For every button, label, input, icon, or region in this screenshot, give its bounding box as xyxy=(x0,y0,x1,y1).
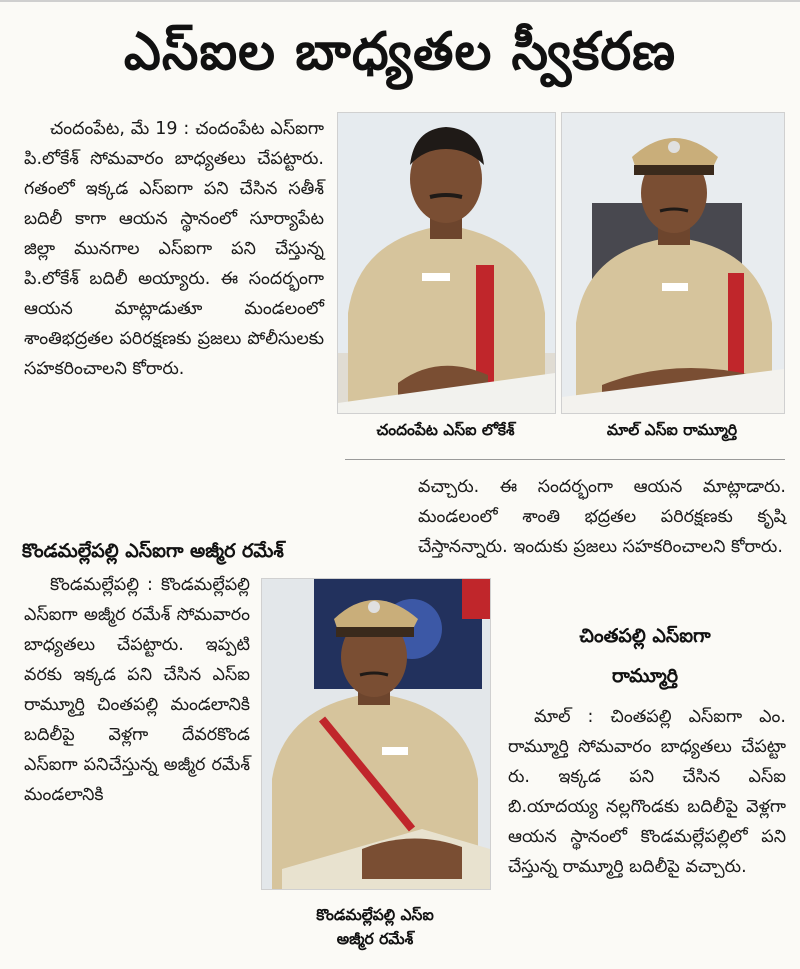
story1-paragraph xyxy=(24,114,324,384)
caption-ramesh-line2: అజ్మీర రమేశ్ xyxy=(336,930,414,948)
caption-rammurthy: మాల్ ఎస్ఐ రామ్మూర్తి xyxy=(606,421,738,439)
story1-continuation: వచ్చారు. ఈ సందర్భంగా ఆయన మాట్లాడారు. మండలంలో శాంతి భద్రతల పరిరక్షణకు కృషి చేస్తానన్నారు. ఇందుకు ప్రజలు సహకరించాలని కోరారు. xyxy=(418,477,786,557)
top-rule xyxy=(0,0,800,2)
headline: ఎస్ఐల బాధ్యతల స్వీకరణ xyxy=(123,22,677,82)
story3-heading xyxy=(500,616,790,696)
photo-rammurthy xyxy=(561,112,785,414)
caption-divider xyxy=(345,459,785,460)
story1-dateline: చందంపేట, మే 19 : xyxy=(50,119,190,139)
caption-ramesh xyxy=(261,903,489,951)
story3-heading-line1: చింతపల్లి ఎస్ఐగా xyxy=(579,625,711,647)
story1-continuation-column xyxy=(418,472,786,562)
story1-body: చందంపేట ఎస్ఐగా పి.లోకేశ్ సోమవారం బాధ్యతలు చేపట్టారు. గతంలో ఇక్కడ ఎస్ఐగా పని చేసిన సతీశ్ బదిలీ కాగా ఆయన స్థానంలో సూర్యాపేట జిల్లా మునగాల ఎస్ఐగా పని చేస్తున్న పి.లోకేశ్ బదిలీ అయ్యారు. ఈ సందర్భంగా ఆయన మాట్లాడుతూ మండలంలో శాంతిభద్రతల పరిరక్షణకు ప్రజలు పోలీసులకు సహకరించాలని కోరారు. xyxy=(24,119,324,379)
officer-ramesh-illustration xyxy=(262,579,490,889)
photo-lokesh xyxy=(337,112,556,414)
caption-lokesh: చందంపేట ఎస్ఐ లోకేశ్ xyxy=(376,421,515,439)
story2-column xyxy=(24,570,250,810)
story3-column xyxy=(508,702,786,882)
caption-ramesh-line1: కొండమల్లేపల్లి ఎస్ఐ xyxy=(316,906,434,924)
officer-rammurthy-illustration xyxy=(562,113,784,413)
officer-lokesh-illustration xyxy=(338,113,555,413)
story3-heading-line2: రామ్మూర్తి xyxy=(611,665,679,687)
story1-column xyxy=(24,114,324,384)
story2-body: కొండమల్లేపల్లి : కొండమల్లేపల్లి ఎస్ఐగా అజ్మీర రమేశ్ సోమవారం బాధ్యతలు చేపట్టారు. ఇప్పటి వరకు ఇక్కడ పని చేసిన ఎస్ఐ రామ్మూర్తి చింతపల్లి మండలానికి బదిలీపై వెళ్లగా దేవరకొండ ఎస్ఐగా పనిచేస్తున్న అజ్మీర రమేశ్ మండలానికి xyxy=(24,575,250,805)
story3-body: మాల్ : చింతపల్లి ఎస్ఐగా ఎం. రామ్మూర్తి సోమవారం బాధ్యతలు చేపట్టా రు. ఇక్కడ పని చేసిన ఎస్ఐ బి.యాదయ్య నల్లగొండకు బదిలీపై వెళ్లగా ఆయన స్థానంలో కొండమల్లేపల్లిలో పని చేస్తున్న రామ్మూర్తి బదిలీపై వచ్చారు. xyxy=(508,707,786,877)
story2-heading: కొండమల్లేపల్లి ఎస్ఐగా అజ్మీర రమేశ్ xyxy=(22,540,284,562)
photo-ramesh xyxy=(261,578,491,890)
